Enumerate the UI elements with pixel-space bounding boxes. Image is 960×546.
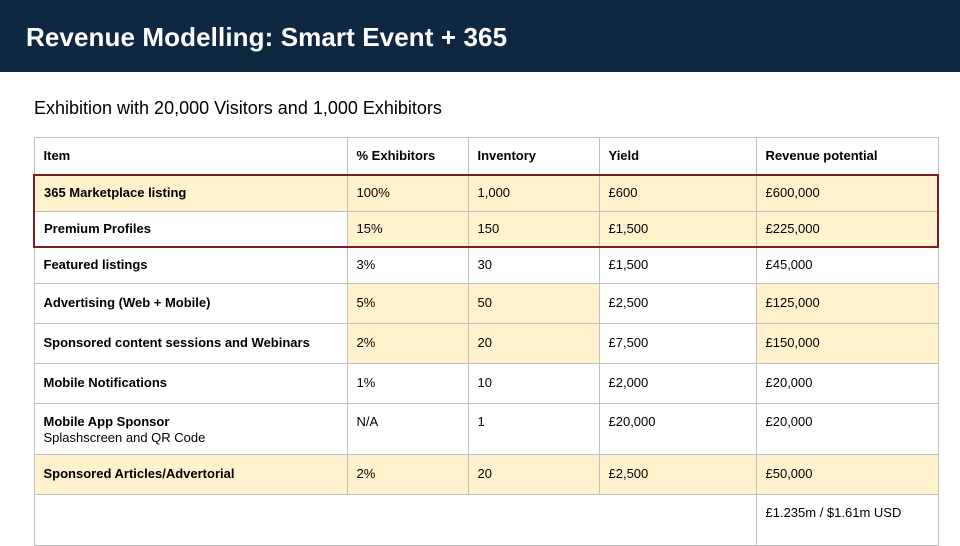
cell-inventory: 150 — [468, 211, 599, 247]
table-row — [34, 454, 938, 494]
cell-pct: 2% — [347, 323, 468, 363]
item-label: Advertising (Web + Mobile) — [43, 295, 211, 310]
item-label: Featured listings — [43, 257, 148, 273]
table-header-row — [34, 138, 938, 176]
cell-yield: £2,500 — [599, 454, 756, 494]
cell-inventory: 20 — [468, 454, 599, 494]
cell-revenue: £50,000 — [756, 454, 938, 494]
cell-inventory: 1 — [468, 403, 599, 454]
total-revenue-cell: £1.235m / $1.61m USD — [756, 494, 938, 545]
cell-item — [34, 363, 347, 403]
table-row — [34, 175, 938, 211]
cell-yield: £20,000 — [599, 403, 756, 454]
cell-revenue: £150,000 — [756, 323, 938, 363]
cell-pct: 5% — [347, 283, 468, 323]
title-bar — [0, 0, 960, 72]
cell-yield: £2,500 — [599, 283, 756, 323]
cell-inventory: 1,000 — [468, 175, 599, 211]
table-row — [34, 247, 938, 283]
cell-inventory: 20 — [468, 323, 599, 363]
cell-item — [34, 175, 347, 211]
cell-item — [34, 454, 347, 494]
cell-item — [34, 247, 347, 283]
cell-item — [34, 323, 347, 363]
cell-item — [34, 211, 347, 247]
table-row — [34, 323, 938, 363]
table-row — [34, 403, 938, 454]
revenue-table — [33, 137, 939, 546]
cell-revenue: £20,000 — [756, 403, 938, 454]
cell-yield: £600 — [599, 175, 756, 211]
item-label: Premium Profiles — [44, 220, 151, 236]
subtitle: Exhibition with 20,000 Visitors and 1,000 Exhibitors — [34, 98, 442, 118]
item-sublabel: Splashscreen and QR Code — [43, 429, 206, 445]
column-header-yield: Yield — [599, 138, 756, 176]
item-label: Mobile App Sponsor — [43, 413, 170, 429]
cell-revenue: £225,000 — [756, 211, 938, 247]
cell-revenue: £125,000 — [756, 283, 938, 323]
cell-yield: £2,000 — [599, 363, 756, 403]
cell-revenue: £45,000 — [756, 247, 938, 283]
item-label: Sponsored Articles/Advertorial — [43, 466, 235, 481]
cell-yield: £1,500 — [599, 247, 756, 283]
total-spacer-cell — [34, 494, 756, 545]
cell-revenue: £20,000 — [756, 363, 938, 403]
cell-yield: £7,500 — [599, 323, 756, 363]
table-row — [34, 211, 938, 247]
item-label: Sponsored content sessions and Webinars — [43, 335, 310, 350]
cell-pct: 2% — [347, 454, 468, 494]
item-label: 365 Marketplace listing — [44, 185, 187, 201]
cell-pct: 100% — [347, 175, 468, 211]
page-title: Revenue Modelling: Smart Event + 365 — [26, 22, 508, 52]
total-row — [34, 494, 938, 545]
cell-inventory: 50 — [468, 283, 599, 323]
cell-inventory: 30 — [468, 247, 599, 283]
cell-pct: 1% — [347, 363, 468, 403]
column-header-pct-exhibitors: % Exhibitors — [347, 138, 468, 176]
column-header-revenue-potential: Revenue potential — [756, 138, 938, 176]
cell-pct: 3% — [347, 247, 468, 283]
column-header-item: Item — [34, 138, 347, 176]
cell-item — [34, 283, 347, 323]
item-label: Mobile Notifications — [43, 375, 167, 390]
cell-pct: N/A — [347, 403, 468, 454]
cell-yield: £1,500 — [599, 211, 756, 247]
cell-pct: 15% — [347, 211, 468, 247]
table-row — [34, 363, 938, 403]
cell-item — [34, 403, 347, 454]
cell-inventory: 10 — [468, 363, 599, 403]
table-row — [34, 283, 938, 323]
cell-revenue: £600,000 — [756, 175, 938, 211]
column-header-inventory: Inventory — [468, 138, 599, 176]
